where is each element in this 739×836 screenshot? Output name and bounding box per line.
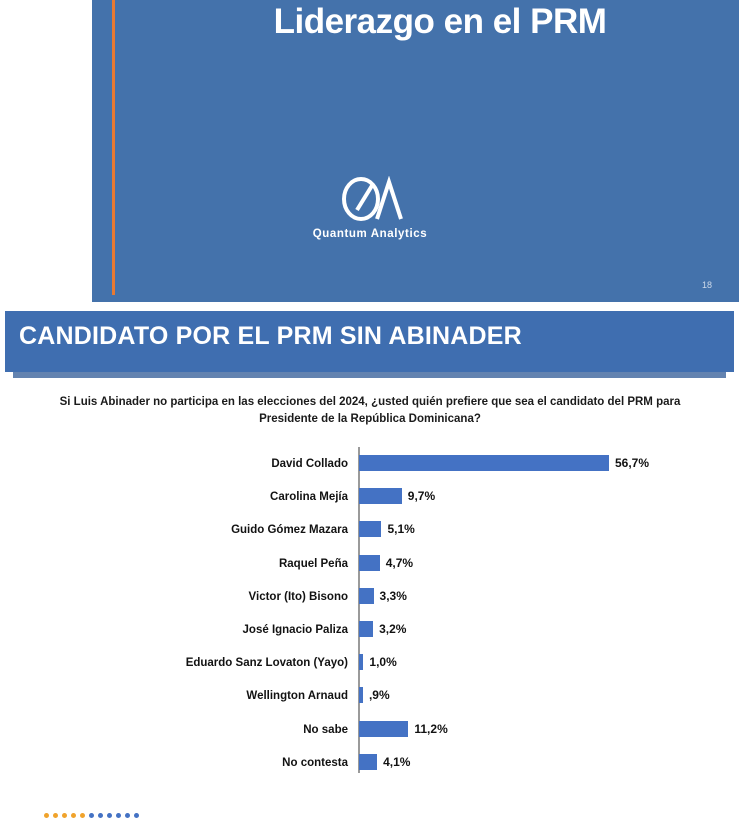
footer-dots bbox=[44, 813, 139, 818]
bar-row bbox=[0, 547, 739, 580]
brand-logo bbox=[300, 176, 440, 240]
bar-row bbox=[0, 713, 739, 746]
bar-value-label: 3,3% bbox=[379, 588, 407, 603]
bar-category-label: David Collado bbox=[271, 458, 348, 470]
bar bbox=[359, 621, 373, 637]
bar-category-label: Wellington Arnaud bbox=[246, 690, 348, 703]
bar-value-label: ,9% bbox=[368, 688, 390, 703]
bar-category-label: Eduardo Sanz Lovaton (Yayo) bbox=[185, 657, 348, 670]
bar-row bbox=[0, 480, 739, 513]
bar bbox=[359, 555, 380, 571]
bar bbox=[359, 455, 609, 471]
bar-value-label: 11,2% bbox=[414, 721, 448, 736]
footer-dot bbox=[89, 813, 94, 818]
footer-dot bbox=[125, 813, 130, 818]
bar-category-label: Raquel Peña bbox=[278, 557, 348, 570]
footer-dot bbox=[98, 813, 103, 818]
bar bbox=[359, 687, 363, 703]
bar-row bbox=[0, 513, 739, 546]
bar bbox=[359, 654, 363, 670]
cover-slide bbox=[0, 0, 739, 302]
bar-category-label: Carolina Mejía bbox=[270, 491, 348, 504]
quantum-analytics-logo-icon bbox=[327, 176, 413, 226]
chart-slide bbox=[0, 302, 739, 836]
cover-accent-line bbox=[112, 0, 115, 295]
bar-value-label: 1,0% bbox=[369, 655, 397, 670]
footer-dot bbox=[44, 813, 49, 818]
bar-value-label: 3,2% bbox=[379, 621, 407, 636]
bar-row bbox=[0, 679, 739, 712]
bar bbox=[359, 521, 381, 537]
bar-value-label: 4,1% bbox=[383, 754, 411, 769]
footer-dot bbox=[71, 813, 76, 818]
bar-row bbox=[0, 746, 739, 779]
bar-row bbox=[0, 580, 739, 613]
bar bbox=[359, 588, 374, 604]
slide-title: CANDIDATO POR EL PRM SIN ABINADER bbox=[19, 322, 522, 350]
bar-value-label: 56,7% bbox=[615, 456, 650, 470]
bar-category-label: José Ignacio Paliza bbox=[242, 623, 348, 636]
cover-left-strip bbox=[0, 0, 92, 302]
cover-title: Liderazgo en el PRM bbox=[273, 2, 607, 41]
footer-dot bbox=[134, 813, 139, 818]
bar-row bbox=[0, 613, 739, 646]
header-band-shadow bbox=[13, 372, 726, 378]
brand-logo-text: Quantum Analytics bbox=[312, 228, 428, 240]
bar bbox=[359, 488, 402, 504]
survey-question: Si Luis Abinader no participa en las elecciones del 2024, ¿usted quién prefiere que sea el candidato del PRM para Presidente de la República Dominicana? bbox=[59, 396, 681, 425]
bar-category-label: Victor (Ito) Bisono bbox=[248, 590, 348, 603]
footer-dot bbox=[116, 813, 121, 818]
bar-category-label: No sabe bbox=[303, 723, 348, 736]
bar-category-label: No contesta bbox=[282, 756, 348, 769]
bar-category-label: Guido Gómez Mazara bbox=[231, 524, 348, 537]
footer-dot bbox=[53, 813, 58, 818]
footer-dot bbox=[80, 813, 85, 818]
footer-dot bbox=[62, 813, 67, 818]
bar-rows bbox=[0, 447, 739, 779]
bar bbox=[359, 754, 377, 770]
bar-row bbox=[0, 447, 739, 480]
page-number: 18 bbox=[701, 280, 712, 290]
bar-value-label: 4,7% bbox=[385, 555, 414, 570]
bar-row bbox=[0, 646, 739, 679]
footer-dot bbox=[107, 813, 112, 818]
bar-value-label: 9,7% bbox=[407, 489, 436, 504]
bar-value-label: 5,1% bbox=[387, 522, 415, 537]
bar bbox=[359, 721, 408, 737]
bar-chart bbox=[0, 447, 739, 787]
